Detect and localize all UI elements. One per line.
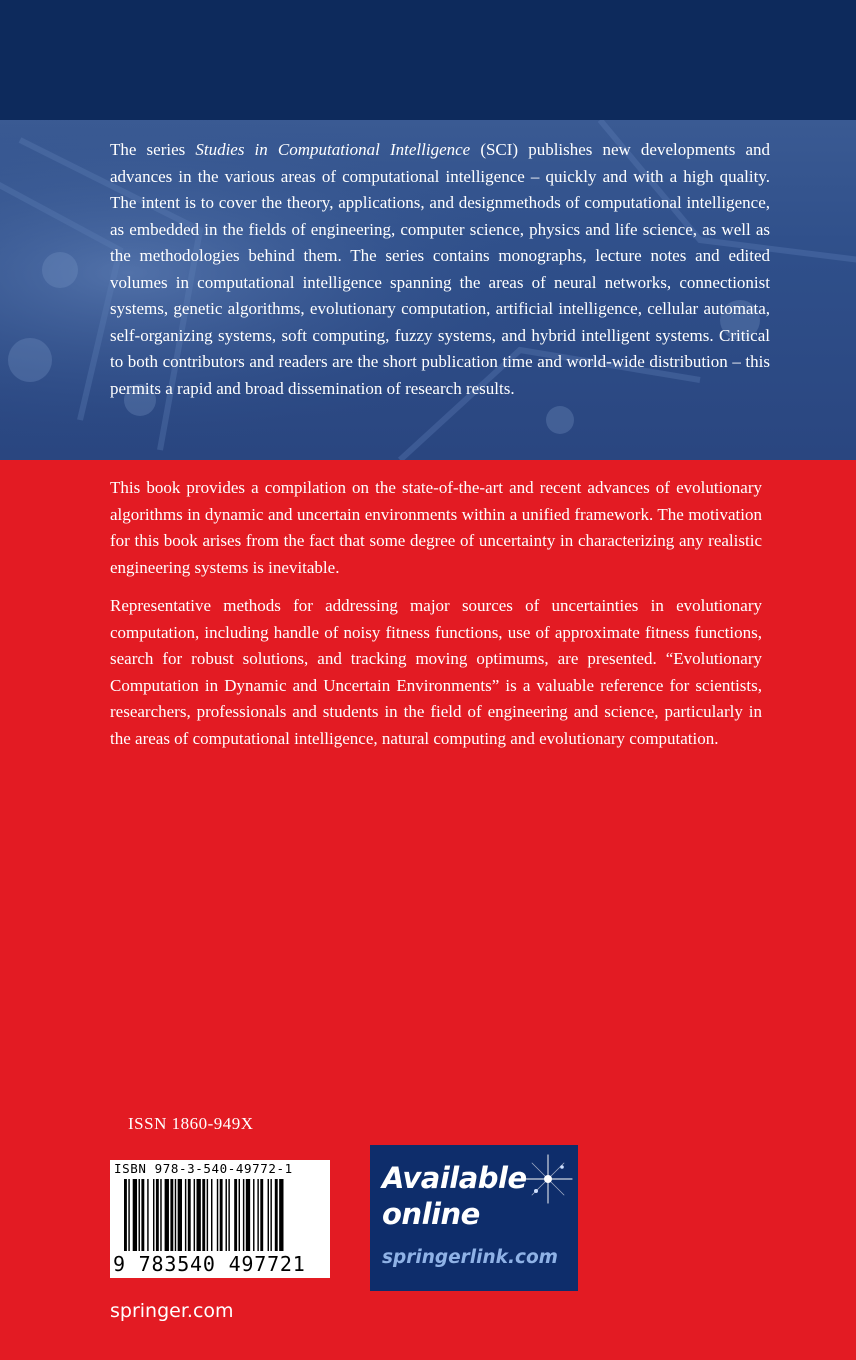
isbn-barcode — [110, 1160, 330, 1278]
barcode-bars-icon — [124, 1179, 320, 1253]
barcode-digits: 9 783540 497721 — [113, 1252, 306, 1276]
series-description-panel — [0, 120, 856, 460]
series-title: Studies in Computational Intelligence — [195, 140, 471, 159]
book-description-paragraph-1: This book provides a compilation on the state-of-the-art and recent advances of evolutionary algorithms in dynamic and uncertain environments within a unified framework. The motivation for this book arises from the fact that some degree of uncertainty in characterizing any realistic engineering systems is inevitable. — [110, 478, 762, 577]
online-heading: online — [382, 1197, 480, 1231]
series-body: (SCI) publishes new developments and advances in the various areas of computational intelligence – quickly and with a high quality. The intent is to cover the theory, applications, and designmethods of computational intelligence, as embedded in the fields of engineering, computer science, physics and life science, as well as the methodologies behind them. The series contains monographs, lecture notes and edited volumes in computational intelligence spanning the areas of neural networks, connectionist systems, genetic algorithms, evolutionary computation, artificial intelligence, cellular automata, self-organizing systems, soft computing, fuzzy systems, and hybrid intelligent systems. Critical to both contributors and readers are the short publication time and world-wide distribution – this permits a rapid and broad dissemination of research results. — [110, 140, 770, 398]
book-description-paragraph-2: Representative methods for addressing major sources of uncertainties in evolutionary computation, including handle of noisy fitness functions, use of approximate fitness functions, search for robust solutions, and tracking moving optimums, are presented. “Evolutionary Computation in Dynamic and Uncertain Environments” is a valuable reference for scientists, researchers, professionals and students in the field of engineering and science, particularly in the areas of computational intelligence, natural computing and evolutionary computation. — [110, 596, 762, 748]
top-cover-band — [0, 0, 856, 120]
springer-website-link[interactable]: springer.com — [110, 1300, 234, 1322]
sparkle-stars-icon — [520, 1151, 576, 1207]
available-online-badge[interactable] — [370, 1145, 578, 1291]
series-description-text — [110, 137, 770, 402]
series-intro: The series — [110, 140, 196, 159]
issn-label: ISSN 1860-949X — [128, 1114, 254, 1133]
springerlink-link[interactable]: springerlink.com — [382, 1247, 558, 1268]
isbn-number-label: ISBN 978-3-540-49772-1 — [114, 1161, 293, 1176]
available-heading: Available — [382, 1161, 527, 1195]
